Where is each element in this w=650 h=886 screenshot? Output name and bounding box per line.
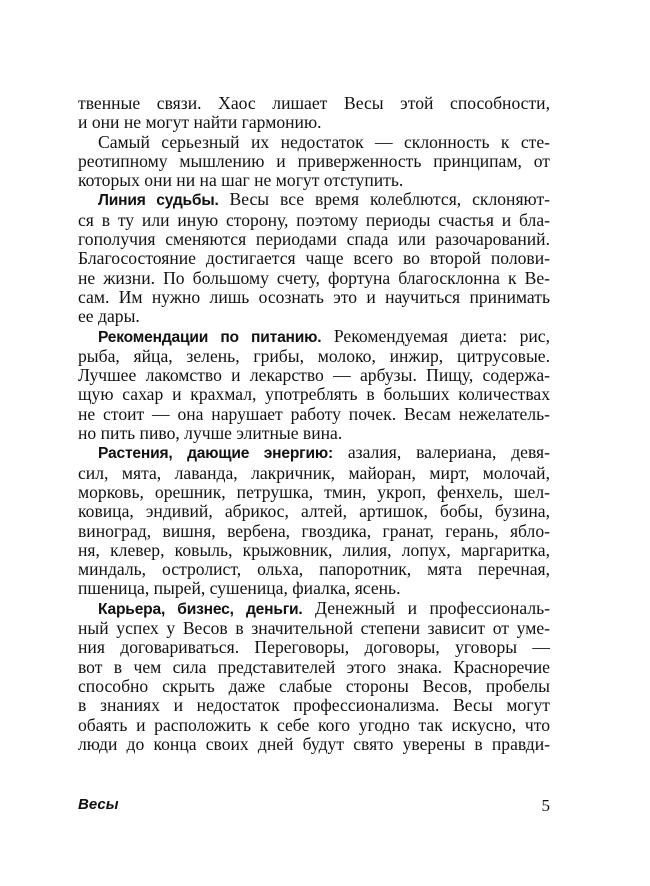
text-line xyxy=(78,133,550,152)
line-text: и они не могут найти гармонию. xyxy=(78,112,322,133)
line-text: вот в чем сила представителей этого знака. Красноречие xyxy=(78,656,550,677)
line-text: Самый серьезный их недостаток — склонность к сте- xyxy=(98,131,550,152)
page-footer xyxy=(78,796,550,818)
text-line xyxy=(78,366,550,385)
text-line xyxy=(78,405,550,424)
text-line xyxy=(78,230,550,249)
paragraph-lead: Рекомендации по питанию. xyxy=(98,328,322,346)
text-line xyxy=(78,599,550,619)
line-text: щую сахар и крахмал, употреблять в больших количествах xyxy=(78,384,550,405)
text-line xyxy=(78,288,550,307)
text-line xyxy=(78,483,550,502)
text-line xyxy=(78,696,550,715)
page-number: 5 xyxy=(541,796,550,815)
paragraph xyxy=(78,94,550,133)
line-text: твенные связи. Хаос лишает Весы этой способности, xyxy=(78,93,550,113)
line-text: ее дары. xyxy=(78,306,140,327)
text-line xyxy=(78,94,550,113)
paragraph-lead: Растения, дающие энергию: xyxy=(98,445,333,463)
text-line xyxy=(78,327,550,347)
text-line xyxy=(78,579,550,598)
line-text: ния договариваться. Переговоры, договоры, уговоры — xyxy=(78,637,550,658)
text-line xyxy=(78,171,550,190)
line-text: виноград, вишня, вербена, гвоздика, гранат, герань, ябло- xyxy=(78,520,550,541)
line-text: Благосостояние достигается чаще всего во второй полови- xyxy=(78,248,550,269)
text-line xyxy=(78,249,550,268)
line-text: Весы все время колеблются, склоняют- xyxy=(218,189,550,210)
line-text: обаять и расположить к себе кого угодно так искусно, что xyxy=(78,714,550,735)
line-text: миндаль, остролист, ольха, папоротник, мята перечная, xyxy=(78,559,550,580)
page-body xyxy=(78,94,550,754)
paragraph-lead: Карьера, бизнес, деньги. xyxy=(98,600,303,618)
line-text: рыба, яйца, зелень, грибы, молоко, инжир, цитрусовые. xyxy=(78,345,550,366)
text-line xyxy=(78,638,550,657)
text-line xyxy=(78,347,550,366)
line-text: ня, клевер, ковыль, крыжовник, лилия, лопух, маргаритка, xyxy=(78,539,550,560)
text-line xyxy=(78,211,550,230)
text-line xyxy=(78,190,550,210)
text-line xyxy=(78,443,550,463)
text-line xyxy=(78,522,550,541)
line-text: Рекомендуемая диета: рис, xyxy=(321,325,551,346)
text-line xyxy=(78,152,550,171)
text-line xyxy=(78,269,550,288)
line-text: Лучшее лакомство и лекарство — арбузы. Пищу, содержа- xyxy=(78,365,550,386)
line-text: сил, мята, лаванда, лакричник, майоран, мирт, молочай, xyxy=(78,462,550,483)
paragraph xyxy=(78,133,550,191)
line-text: в знаниях и недостаток профессионализма. Весы могут xyxy=(78,695,550,716)
text-line xyxy=(78,716,550,735)
text-line xyxy=(78,424,550,443)
text-line xyxy=(78,677,550,696)
line-text: морковь, орешник, петрушка, тмин, укроп, фенхель, шел- xyxy=(78,481,550,502)
running-title: Весы xyxy=(78,796,119,813)
line-text: люди до конца своих дней будут свято уверены в правди- xyxy=(78,733,550,754)
line-text: не жизни. По большому счету, фортуна благосклонна к Ве- xyxy=(78,267,550,288)
text-line xyxy=(78,113,550,132)
line-text: пшеница, пырей, сушеница, фиалка, ясень. xyxy=(78,578,401,599)
line-text: сам. Им нужно лишь осознать это и научиться принимать xyxy=(78,286,550,307)
text-line xyxy=(78,464,550,483)
line-text: реотипному мышлению и приверженность принципам, от xyxy=(78,150,550,171)
text-line xyxy=(78,541,550,560)
line-text: способно скрыть даже слабые стороны Весов, пробелы xyxy=(78,675,550,696)
line-text: ковица, эндивий, абрикос, алтей, артишок, бобы, бузина, xyxy=(78,501,550,522)
text-line xyxy=(78,502,550,521)
line-text: ный успех у Весов в значительной степени зависит от уме- xyxy=(78,618,550,639)
line-text: Денежный и профессиональ- xyxy=(302,597,550,618)
paragraph xyxy=(78,443,550,598)
text-line xyxy=(78,658,550,677)
text-line xyxy=(78,385,550,404)
text-line xyxy=(78,307,550,326)
line-text: но пить пиво, лучше элитные вина. xyxy=(78,423,343,444)
line-text: гополучия сменяются периодами спада или разочарований. xyxy=(78,229,550,250)
line-text: которых они ни на шаг не могут отступить. xyxy=(78,170,404,191)
text-line xyxy=(78,735,550,754)
text-line xyxy=(78,619,550,638)
paragraph-lead: Линия судьбы. xyxy=(98,192,219,210)
paragraph xyxy=(78,327,550,444)
text-line xyxy=(78,560,550,579)
paragraph xyxy=(78,599,550,754)
line-text: ся в ту или иную сторону, поэтому периоды счастья и бла- xyxy=(78,209,550,230)
paragraph xyxy=(78,190,550,326)
line-text: азалия, валериана, девя- xyxy=(332,442,550,463)
line-text: не стоит — она нарушает работу почек. Весам нежелатель- xyxy=(78,403,550,424)
